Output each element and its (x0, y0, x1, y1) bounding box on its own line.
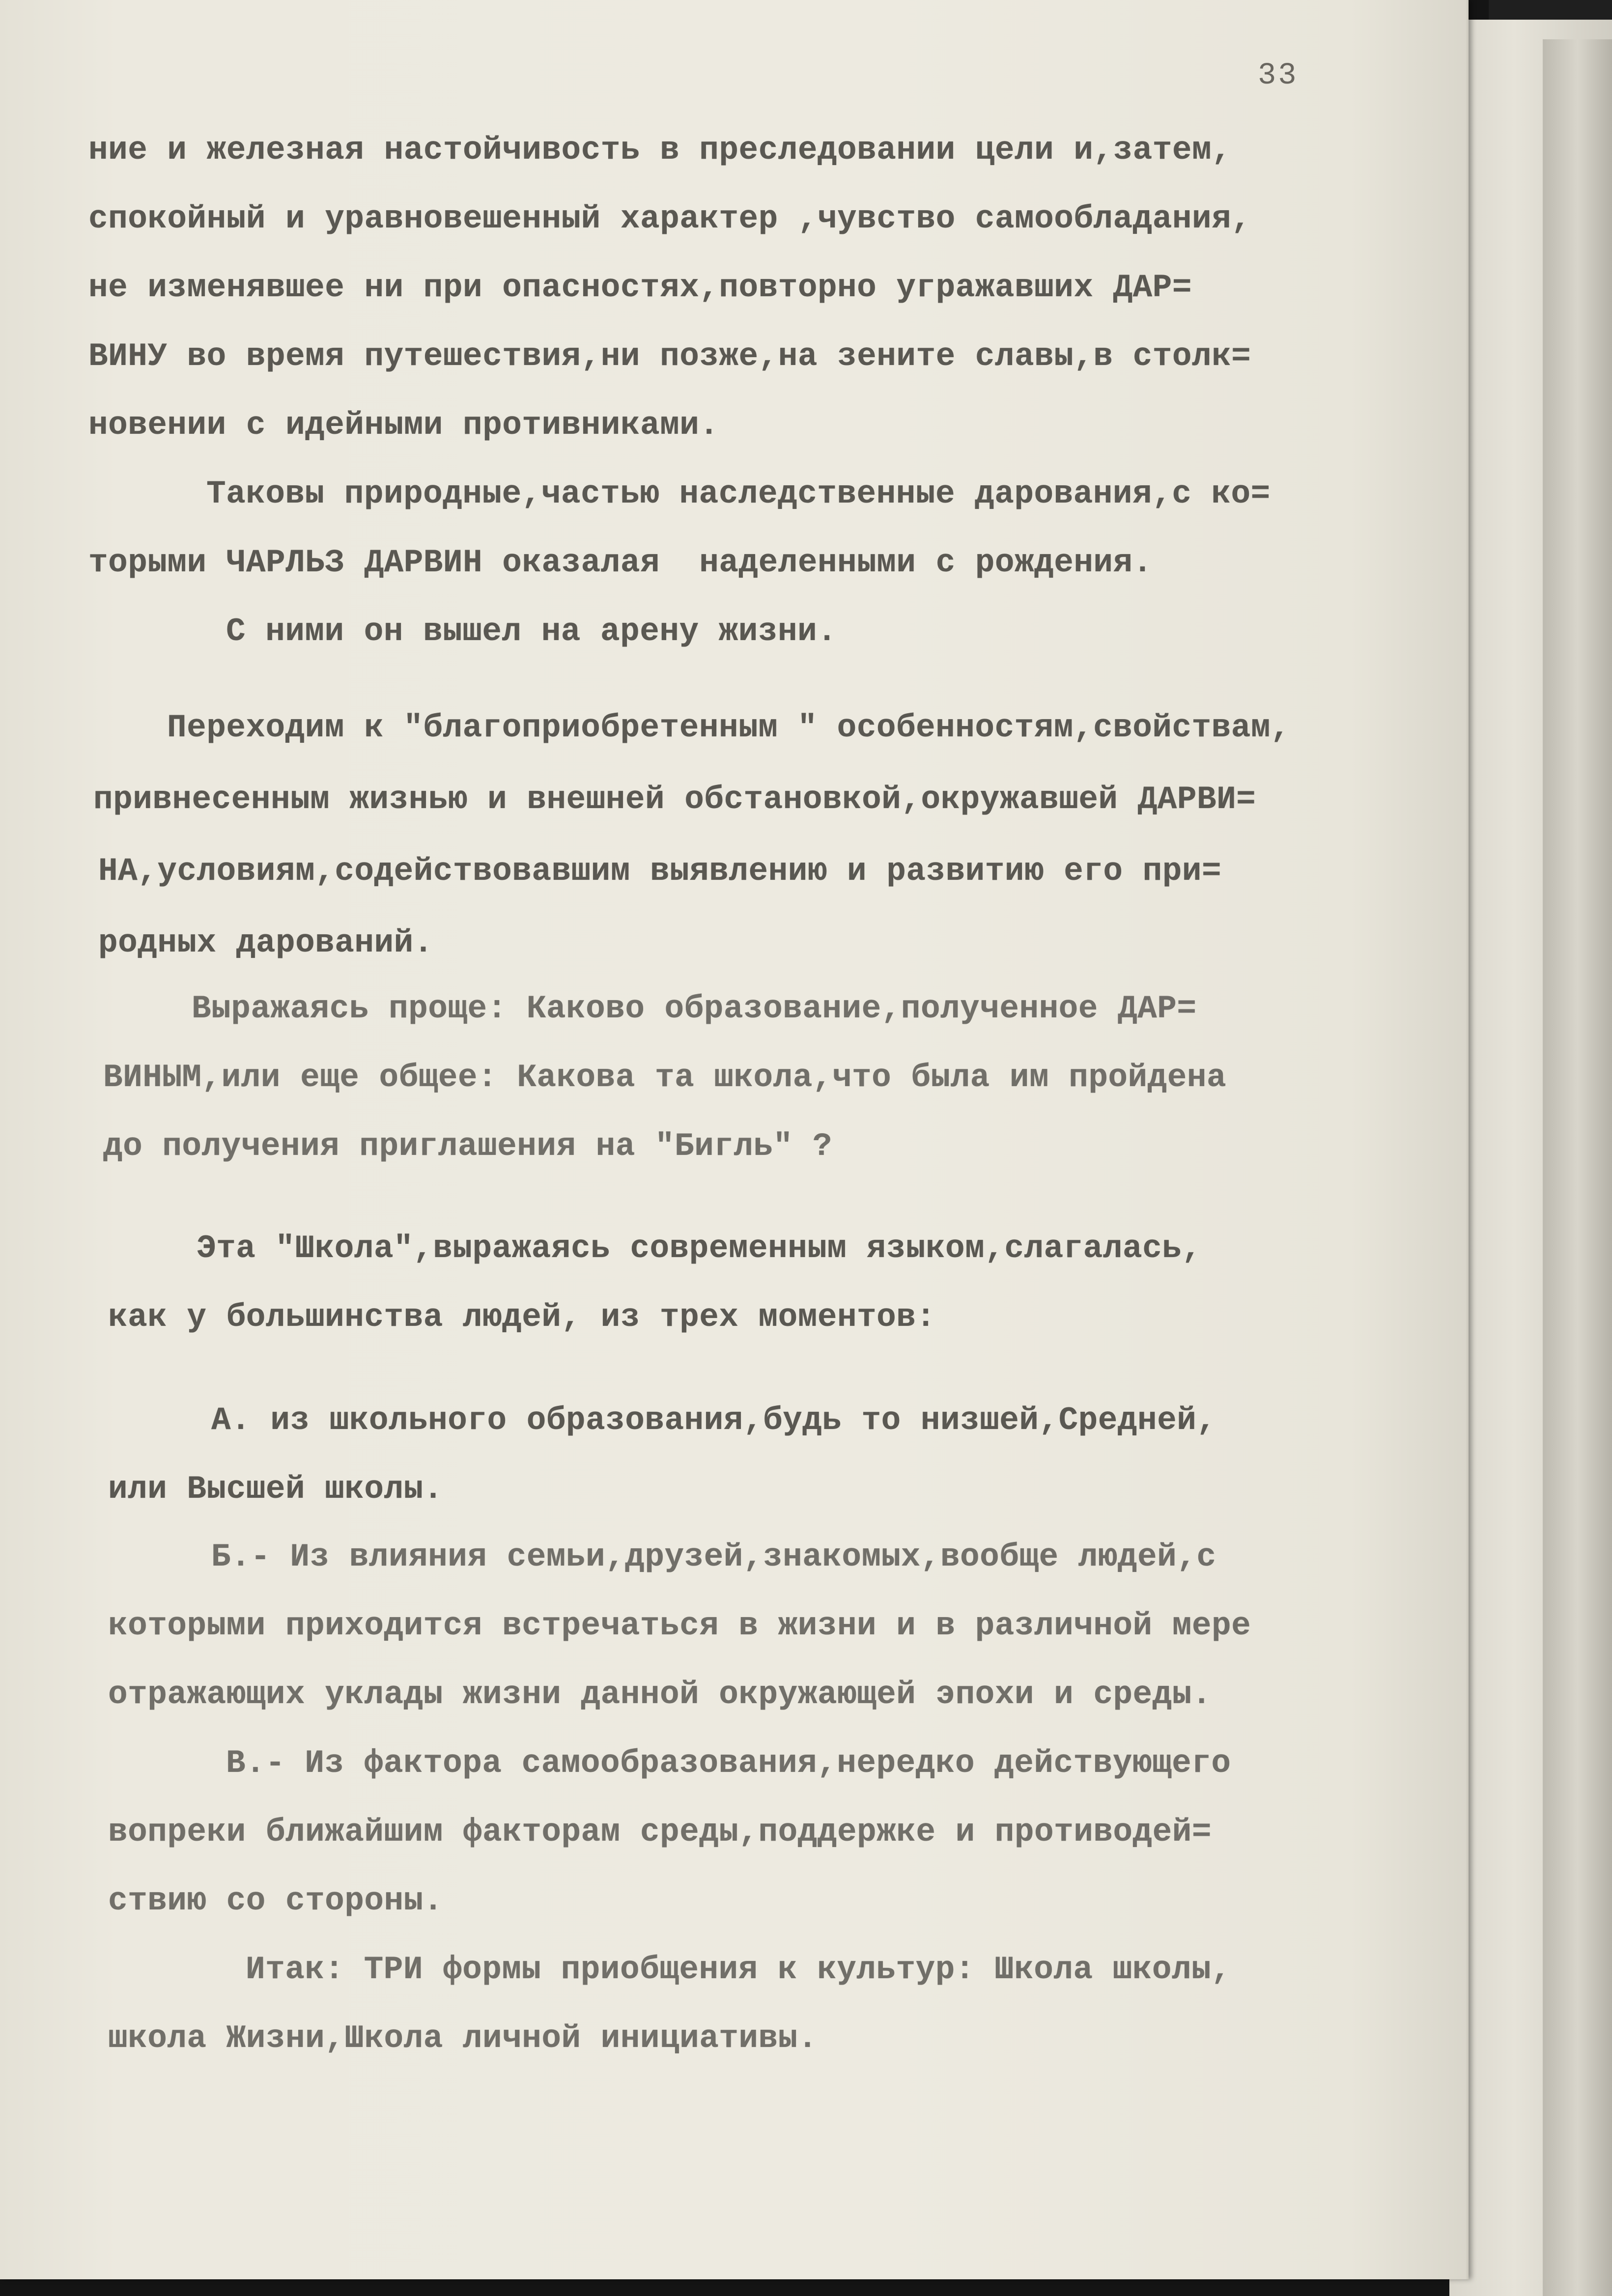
page-number: 33 (1258, 58, 1299, 93)
text-line: Эта "Школа",выражаясь современным языком,слагалась, (197, 1230, 1202, 1267)
underlying-page-edge (1543, 39, 1612, 2296)
text-line: до получения приглашения на "Бигль" ? (103, 1128, 832, 1165)
text-line: школа Жизни,Школа личной инициативы. (108, 2020, 818, 2057)
text-line: спокойный и уравновешенный характер ,чувство самообладания, (88, 200, 1251, 237)
text-line: ВИНЫМ,или еще общее: Какова та школа,что была им пройдена (103, 1059, 1227, 1096)
text-line: отражающих уклады жизни данной окружающей эпохи и среды. (108, 1676, 1212, 1713)
text-line: которыми приходится встречаться в жизни и в различной мере (108, 1607, 1251, 1644)
text-line: Таковы природные,частью наследственные дарования,с ко= (206, 476, 1271, 512)
text-line: ние и железная настойчивость в преследовании цели и,затем, (88, 132, 1232, 168)
text-line: или Высшей школы. (108, 1471, 443, 1508)
text-line: Б.- Из влияния семьи,друзей,знакомых,вообще людей,с (211, 1539, 1216, 1575)
text-line: С ними он вышел на арену жизни. (226, 613, 837, 650)
text-line: как у большинства людей, из трех моментов: (108, 1299, 936, 1336)
text-line: В.- Из фактора самообразования,нередко действующего (226, 1745, 1231, 1782)
text-line: Переходим к "благоприобретенным " особенностям,свойствам, (167, 709, 1291, 746)
text-line: привнесенным жизнью и внешней обстановкой,окружавшей ДАРВИ= (93, 781, 1256, 818)
text-line: новении с идейными противниками. (88, 407, 719, 444)
text-line: вопреки ближайшим факторам среды,поддержке и противодей= (108, 1814, 1212, 1850)
text-line: НА,условиям,содействовавшим выявлению и развитию его при= (98, 853, 1222, 890)
text-line: торыми ЧАРЛЬЗ ДАРВИН оказалая наделенными с рождения. (88, 544, 1153, 581)
text-line: родных дарований. (98, 924, 433, 961)
text-line: не изменявшее ни при опасностях,повторно угражавших ДАР= (88, 269, 1192, 306)
text-line: ВИНУ во время путешествия,ни позже,на зените славы,в столк= (88, 338, 1251, 375)
text-line: А. из школьного образования,будь то низшей,Средней, (211, 1402, 1216, 1439)
text-line: ствию со стороны. (108, 1882, 443, 1919)
text-line: Выражаясь проще: Каково образование,полученное ДАР= (192, 990, 1197, 1027)
text-line: Итак: ТРИ формы приобщения к культур: Школа школы, (246, 1951, 1231, 1988)
